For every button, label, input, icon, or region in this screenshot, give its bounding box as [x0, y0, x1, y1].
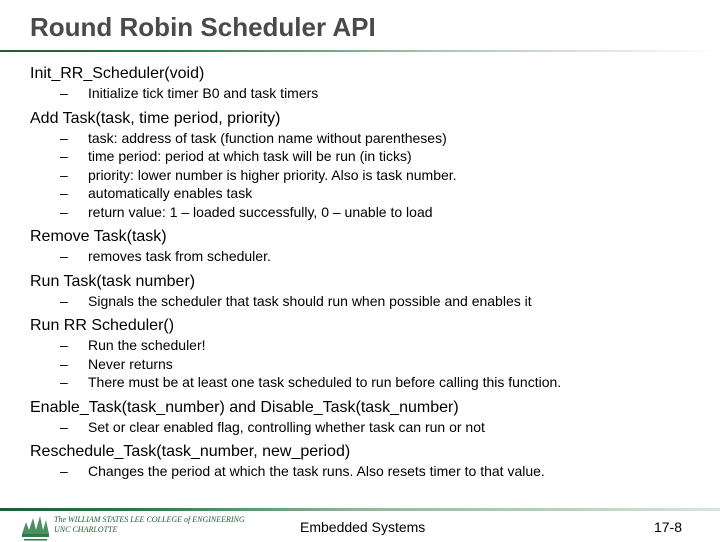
- detail-item: [60, 418, 700, 437]
- dash-bullet: –: [60, 148, 68, 164]
- api-heading: Remove Task(task): [30, 228, 167, 245]
- footer: [0, 508, 720, 540]
- detail-item: [60, 336, 700, 355]
- api-section: [30, 398, 700, 437]
- detail-item: [60, 129, 700, 148]
- logo-text: [54, 515, 245, 535]
- slide-number: 17-8: [653, 519, 682, 535]
- dash-bullet: –: [60, 355, 68, 372]
- api-heading: Reschedule_Task(task_number, new_period): [30, 443, 351, 460]
- dash-bullet: –: [60, 248, 68, 264]
- api-detail-list: [30, 84, 700, 103]
- api-detail-list: [30, 292, 700, 311]
- api-detail-list: [30, 336, 700, 392]
- api-heading: Enable_Task(task_number) and Disable_Task(task_number): [30, 398, 459, 416]
- detail-text: removes task from scheduler.: [88, 248, 271, 264]
- detail-text: Set or clear enabled flag, controlling whether task can run or not: [88, 418, 485, 435]
- api-detail-list: [30, 247, 700, 266]
- dash-bullet: –: [60, 337, 68, 353]
- dash-bullet: –: [60, 85, 68, 101]
- dash-bullet: –: [60, 166, 68, 183]
- detail-text: time period: period at which task will be run (in ticks): [88, 148, 412, 164]
- detail-item: [60, 247, 700, 266]
- dash-bullet: –: [60, 203, 68, 220]
- college-logo: [18, 512, 258, 542]
- api-heading: Run Task(task number): [30, 272, 196, 290]
- api-section: [30, 109, 700, 222]
- footer-course-name: Embedded Systems: [300, 519, 426, 535]
- title-bar: [0, 0, 720, 52]
- dash-bullet: –: [60, 292, 68, 309]
- api-section: [30, 272, 700, 311]
- api-section: [30, 64, 700, 103]
- detail-text: Run the scheduler!: [88, 337, 206, 353]
- dash-bullet: –: [60, 418, 68, 435]
- detail-item: [60, 184, 700, 203]
- footer-rule: [0, 508, 720, 511]
- logo-text-line: The WILLIAM STATES LEE COLLEGE of ENGINEERING: [54, 515, 245, 524]
- api-section: [30, 442, 700, 481]
- api-section: [30, 316, 700, 392]
- detail-text: Signals the scheduler that task should run when possible and enables it: [88, 292, 532, 309]
- api-heading: Init_RR_Scheduler(void): [30, 65, 205, 82]
- detail-text: There must be at least one task scheduled to run before calling this function.: [88, 374, 562, 390]
- detail-text: automatically enables task: [88, 185, 253, 201]
- detail-item: [60, 166, 700, 185]
- dash-bullet: –: [60, 185, 68, 201]
- detail-item: [60, 355, 700, 374]
- dash-bullet: –: [60, 129, 68, 146]
- detail-item: [60, 462, 700, 481]
- dash-bullet: –: [60, 463, 68, 479]
- detail-text: priority: lower number is higher priority. Also is task number.: [88, 166, 457, 183]
- slide-title: Round Robin Scheduler API: [30, 12, 376, 42]
- detail-item: [60, 292, 700, 311]
- detail-text: Initialize tick timer B0 and task timers: [88, 85, 319, 101]
- api-heading: Add Task(task, time period, priority): [30, 109, 281, 127]
- detail-item: [60, 147, 700, 166]
- logo-text-line: UNC CHARLOTTE: [54, 525, 118, 534]
- detail-text: Changes the period at which the task runs. Also resets timer to that value.: [88, 463, 545, 479]
- api-detail-list: [30, 418, 700, 437]
- api-section: [30, 227, 700, 266]
- api-detail-list: [30, 129, 700, 222]
- detail-text: task: address of task (function name without parentheses): [88, 129, 447, 146]
- title-underline: [0, 50, 720, 52]
- detail-item: [60, 84, 700, 103]
- api-detail-list: [30, 462, 700, 481]
- dash-bullet: –: [60, 374, 68, 390]
- detail-item: [60, 203, 700, 222]
- api-heading: Run RR Scheduler(): [30, 317, 175, 334]
- api-list: [30, 64, 700, 487]
- detail-text: return value: 1 – loaded successfully, 0 – unable to load: [88, 203, 433, 220]
- detail-item: [60, 373, 700, 392]
- detail-text: Never returns: [88, 355, 173, 372]
